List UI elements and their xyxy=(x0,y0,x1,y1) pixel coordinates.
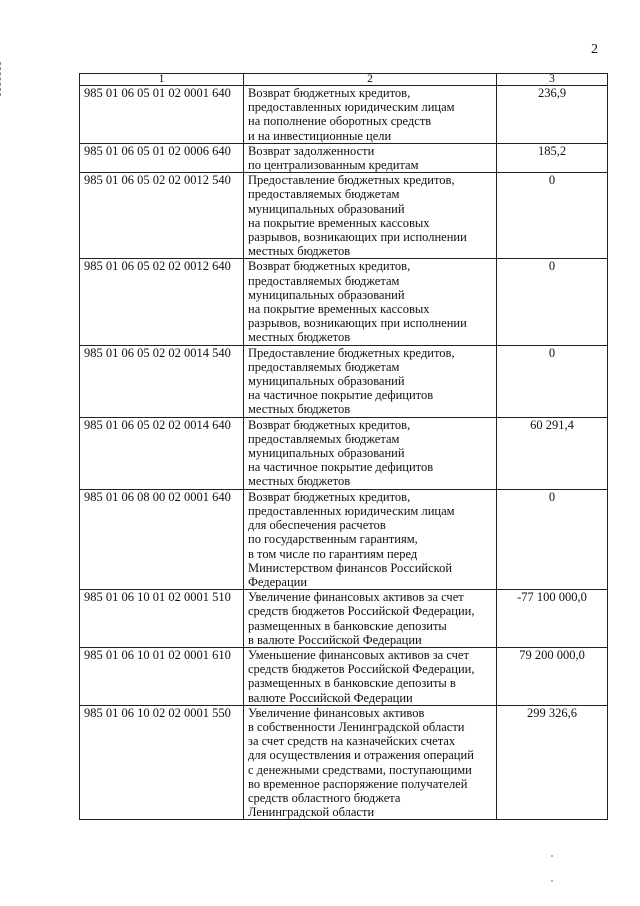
row-amount: 0 xyxy=(497,489,608,589)
row-description: Возврат бюджетных кредитов, предоставляемых бюджетам муниципальных образований на частичное покрытие дефицитов местных бюджетов xyxy=(244,417,497,489)
row-description: Увеличение финансовых активов в собственности Ленинградской области за счет средств на казначейских счетах для осуществления и отражения операций с денежными средствами, поступающими во временное распоряжение получателей средств областного бюджета Ленинградской области xyxy=(244,705,497,820)
row-code: 985 01 06 05 02 02 0012 640 xyxy=(80,259,244,345)
row-amount: 0 xyxy=(497,259,608,345)
column-header-code: 1 xyxy=(80,74,244,86)
scan-speck xyxy=(551,855,553,857)
row-code: 985 01 06 05 01 02 0006 640 xyxy=(80,143,244,172)
table-row xyxy=(80,173,608,259)
row-amount: 0 xyxy=(497,345,608,417)
row-description: Предоставление бюджетных кредитов, предоставляемых бюджетам муниципальных образований на покрытие временных кассовых разрывов, возникающих при исполнении местных бюджетов xyxy=(244,173,497,259)
row-description: Возврат бюджетных кредитов, предоставляемых бюджетам муниципальных образований на покрытие временных кассовых разрывов, возникающих при исполнении местных бюджетов xyxy=(244,259,497,345)
row-description: Возврат бюджетных кредитов, предоставленных юридическим лицам для обеспечения расчетов по государственным гарантиям, в том числе по гарантиям перед Министерством финансов Российской Федерации xyxy=(244,489,497,589)
row-code: 985 01 06 05 02 02 0014 540 xyxy=(80,345,244,417)
row-description: Предоставление бюджетных кредитов, предоставляемых бюджетам муниципальных образований на частичное покрытие дефицитов местных бюджетов xyxy=(244,345,497,417)
row-code: 985 01 06 10 01 02 0001 610 xyxy=(80,647,244,705)
table-header-row xyxy=(80,74,608,86)
table-row xyxy=(80,417,608,489)
row-amount: 236,9 xyxy=(497,86,608,144)
row-code: 985 01 06 05 02 02 0012 540 xyxy=(80,173,244,259)
table-row xyxy=(80,259,608,345)
row-description: Возврат задолженности по централизованным кредитам xyxy=(244,143,497,172)
row-code: 985 01 06 05 01 02 0001 640 xyxy=(80,86,244,144)
budget-sources-table xyxy=(79,73,608,820)
row-description: Увеличение финансовых активов за счет средств бюджетов Российской Федерации, размещенных в банковские депозиты в валюте Российской Федерации xyxy=(244,590,497,648)
table-row xyxy=(80,647,608,705)
table-row xyxy=(80,705,608,820)
row-amount: 299 326,6 xyxy=(497,705,608,820)
row-code: 985 01 06 10 02 02 0001 550 xyxy=(80,705,244,820)
row-amount: 185,2 xyxy=(497,143,608,172)
row-description: Уменьшение финансовых активов за счет средств бюджетов Российской Федерации, размещенных в банковские депозиты в валюте Российской Федерации xyxy=(244,647,497,705)
scan-speck xyxy=(551,880,553,882)
row-code: 985 01 06 10 01 02 0001 510 xyxy=(80,590,244,648)
scan-margin-mark xyxy=(0,62,4,96)
row-code: 985 01 06 08 00 02 0001 640 xyxy=(80,489,244,589)
column-header-description: 2 xyxy=(244,74,497,86)
page-number: 2 xyxy=(591,42,598,57)
table-row xyxy=(80,489,608,589)
row-amount: -77 100 000,0 xyxy=(497,590,608,648)
row-code: 985 01 06 05 02 02 0014 640 xyxy=(80,417,244,489)
column-header-amount: 3 xyxy=(497,74,608,86)
row-amount: 60 291,4 xyxy=(497,417,608,489)
row-description: Возврат бюджетных кредитов, предоставленных юридическим лицам на пополнение оборотных средств и на инвестиционные цели xyxy=(244,86,497,144)
table-row xyxy=(80,143,608,172)
table-row xyxy=(80,345,608,417)
row-amount: 0 xyxy=(497,173,608,259)
table-row xyxy=(80,590,608,648)
row-amount: 79 200 000,0 xyxy=(497,647,608,705)
table-row xyxy=(80,86,608,144)
